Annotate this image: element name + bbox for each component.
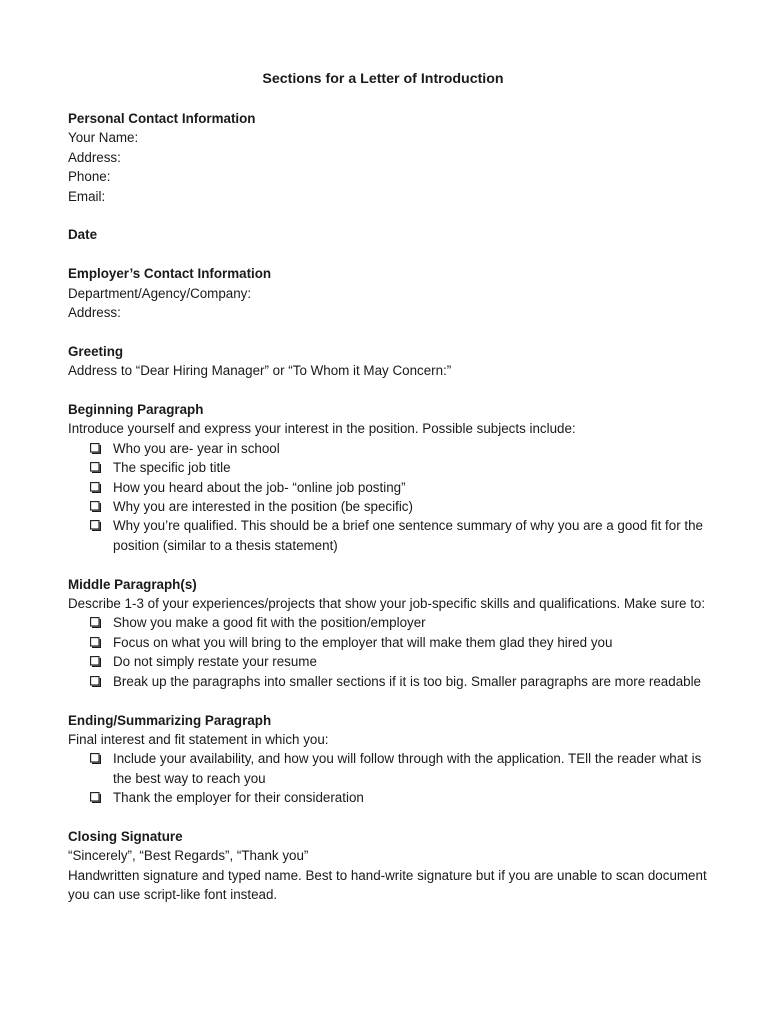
checkbox-icon [90, 676, 101, 687]
section-text: Department/Agency/Company: [68, 285, 252, 301]
section-text: Describe 1-3 of your experiences/projects that show your job-specific skills and qualifications. Make sure to: [68, 596, 706, 612]
checklist-item-text: Why you’re qualified. This should be a brief one sentence summary of why you are a good fit for the position (similar to a thesis statement) [113, 518, 704, 553]
section [68, 109, 708, 206]
checklist-item-text: The specific job title [113, 460, 231, 476]
checkbox-icon [90, 443, 101, 454]
checklist [68, 749, 708, 807]
section-text: “Sincerely”, “Best Regards”, “Thank you” [68, 848, 309, 864]
checklist-item-text: Thank the employer for their consideration [113, 790, 364, 806]
checklist-item [90, 788, 708, 807]
checklist-item [90, 497, 708, 516]
section [68, 711, 708, 808]
section-heading: Personal Contact Information [68, 111, 256, 126]
section-heading: Date [68, 227, 98, 243]
checklist-item [90, 478, 708, 497]
section-text: Phone: [68, 169, 111, 185]
section-text: Introduce yourself and express your interest in the position. Possible subjects include: [68, 421, 576, 437]
section-heading: Employer’s Contact Information [68, 266, 272, 282]
section [68, 827, 708, 905]
checkbox-icon [90, 637, 101, 648]
checkbox-icon [90, 520, 101, 531]
checklist-item-text: Show you make a good fit with the position/employer [113, 615, 426, 631]
checklist [68, 613, 708, 691]
checklist-item [90, 516, 708, 555]
checkbox-icon [90, 462, 101, 473]
checkbox-icon [90, 501, 101, 512]
checkbox-icon [90, 482, 101, 493]
section-heading: Closing Signature [68, 828, 183, 844]
checklist-item-text: How you heard about the job- “online job posting” [113, 479, 406, 495]
section-text: Address: [68, 149, 121, 165]
checklist-item [90, 749, 708, 788]
section [68, 225, 708, 244]
section-heading: Ending/Summarizing Paragraph [68, 712, 272, 728]
document-title: Sections for a Letter of Introduction [262, 71, 504, 87]
checklist-item [90, 458, 708, 477]
section-text: Email: [68, 188, 106, 204]
document-page [68, 69, 708, 924]
checklist-item [90, 672, 708, 691]
checklist-item [90, 633, 708, 652]
checklist-item [90, 613, 708, 632]
section-heading: Beginning Paragraph [68, 402, 204, 418]
section-text: Address: [68, 305, 121, 321]
checklist-item-text: Why you are interested in the position (be specific) [113, 499, 413, 515]
checkbox-icon [90, 656, 101, 667]
checklist-item [90, 439, 708, 458]
checklist [68, 439, 708, 555]
section [68, 342, 708, 381]
section-heading: Greeting [68, 343, 124, 359]
section-text: Final interest and fit statement in which you: [68, 731, 329, 747]
checkbox-icon [90, 792, 101, 803]
checkbox-icon [90, 617, 101, 628]
section-text: Your Name: [68, 130, 139, 146]
section [68, 400, 708, 555]
section [68, 264, 708, 322]
checklist-item-text: Include your availability, and how you will follow through with the application. TEll the reader what is the best way to reach you [113, 751, 702, 786]
checklist-item-text: Who you are- year in school [113, 440, 280, 456]
checkbox-icon [90, 753, 101, 764]
checklist-item [90, 652, 708, 671]
checklist-item-text: Do not simply restate your resume [113, 654, 317, 670]
section-text: Handwritten signature and typed name. Best to hand-write signature but if you are unable to scan document you can use script-like font instead. [68, 867, 707, 903]
sections-container [68, 109, 708, 905]
checklist-item-text: Break up the paragraphs into smaller sections if it is too big. Smaller paragraphs are more readable [113, 673, 702, 689]
section-heading: Middle Paragraph(s) [68, 576, 197, 592]
checklist-item-text: Focus on what you will bring to the employer that will make them glad they hired you [113, 634, 613, 650]
section [68, 575, 708, 691]
section-text: Address to “Dear Hiring Manager” or “To Whom it May Concern:” [68, 363, 452, 379]
